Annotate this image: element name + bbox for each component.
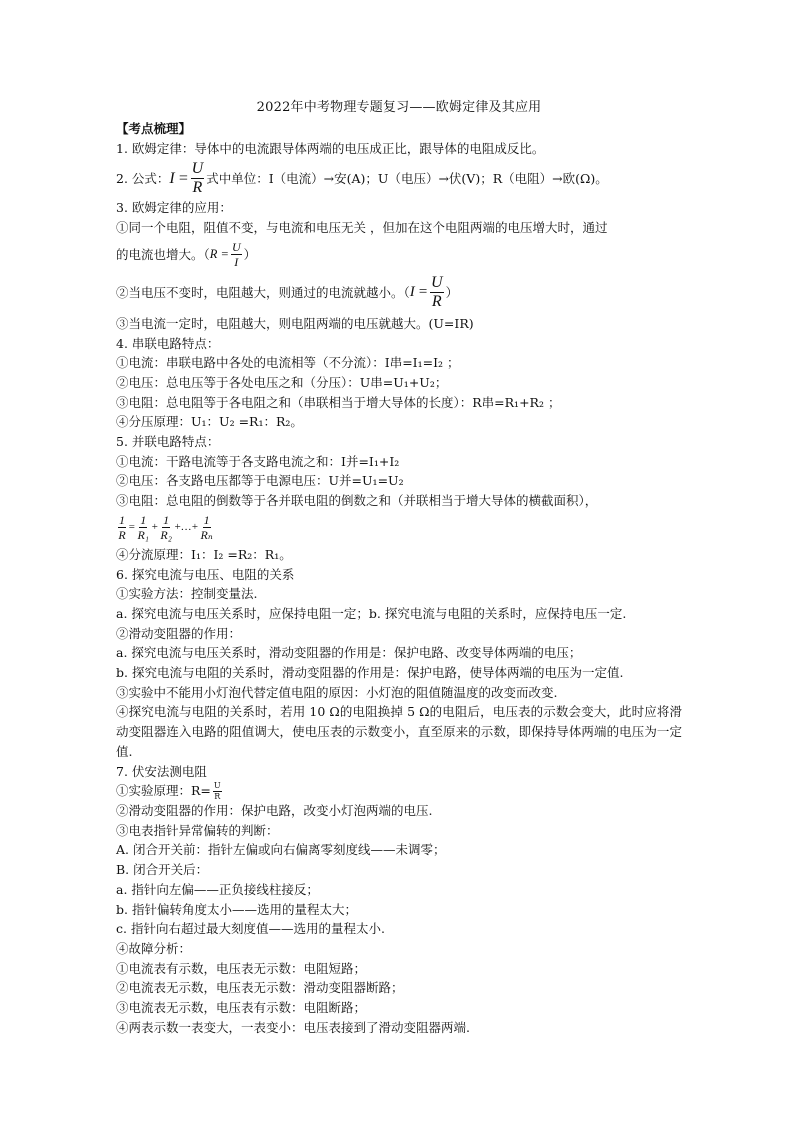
formula-line: ②当电压不变时，电阻越大，则通过的电流就越小。（ I = $\frac{U}{R}$ ）	[116, 274, 459, 311]
text-line: ②滑动变阻器的作用：	[116, 625, 242, 641]
page-title: 2022年中考物理专题复习——欧姆定律及其应用	[256, 100, 542, 115]
text-line: ③电阻：总电阻等于各电阻之和（串联相当于增大导体的长度）：R串=R₁+R₂ ；	[116, 394, 561, 410]
formula-line: ①实验原理：R= $\frac{U}{R}$	[116, 780, 221, 801]
text-line: 5. 并联电路特点：	[116, 434, 220, 450]
text-line: ③实验中不能用小灯泡代替定值电阻的原因：小灯泡的阻值随温度的改变而改变.	[116, 684, 558, 700]
text-line: a. 指针向左偏——正负接线柱接反；	[116, 881, 319, 897]
formula-line: 2. 公式： I = $\frac{U}{R}$ 式中单位：I（电流）→安(A)；U（电压）→伏(V)；R（电阻）→欧(Ω)。	[116, 159, 608, 196]
text-line: ③当电流一定时，电阻越大，则电阻两端的电压就越大。(U=IR)	[116, 315, 474, 331]
text-line: ②电压：总电压等于各处电压之和（分压）：U串=U₁+U₂；	[116, 374, 448, 390]
formula-line: 的电流也增大。（ R = $\frac{U}{I}$ ）	[116, 240, 257, 270]
text-line: ①电流：串联电路中各处的电流相等（不分流）：I串=I₁=I₂ ；	[116, 355, 460, 371]
text-line: a. 探究电流与电压关系时，应保持电阻一定；b. 探究电流与电阻的关系时，应保持电压一定.	[116, 605, 627, 621]
text-line: ②电压：各支路电压都等于电源电压：U并=U₁=U₂	[116, 473, 404, 489]
text-line: ④分流原理：I₁：I₂ =R₂：R₁。	[116, 546, 292, 562]
text-line: c. 指针向右超过最大刻度值——选用的量程太小.	[116, 921, 385, 937]
text-line: ④故障分析：	[116, 940, 192, 956]
text-line: ③电流表无示数，电压表有示数：电阻断路；	[116, 1000, 367, 1016]
text-line: 1. 欧姆定律：导体中的电流跟导体两端的电压成正比，跟导体的电阻成反比。	[116, 140, 545, 156]
text-line: ①电流表有示数，电压表无示数：电阻短路；	[116, 960, 367, 976]
text-line: ②电流表无示数，电压表无示数：滑动变阻器断路；	[116, 980, 404, 996]
ohm-formula: I = $\frac{U}{R}$	[169, 159, 204, 196]
text-line: 7. 伏安法测电阻	[116, 763, 207, 779]
text-line: ②滑动变阻器的作用：保护电路，改变小灯泡两端的电压.	[116, 802, 433, 818]
text-line: ④两表示数一表变大，一表变小：电压表接到了滑动变阻器两端.	[116, 1019, 470, 1035]
text-line: ①同一个电阻，阻值不变，与电流和电压无关 ，但加在这个电阻两端的电压增大时，通过	[116, 220, 608, 236]
text-line: 3. 欧姆定律的应用：	[116, 200, 232, 216]
parallel-resistance-formula: $\frac{1}{R}$ = $\frac{1}{\text{R₁}}$ + $\frac{1}{\text{R₂}}$ +…+ $\frac{1}{\text{Rₙ}}$	[118, 513, 213, 543]
text-line: ④探究电流与电阻的关系时，若用 10 Ω的电阻换掉 5 Ω的电阻后，电压表的示数会变大，此时应将滑动变阻器连入电路的阻值调大，使电压表的示数变小，直至原来的示数，即保持导体两端的电压为一定值.	[116, 704, 682, 759]
text-line: b. 探究电流与电阻的关系时，滑动变阻器的作用是：保护电路，使导体两端的电压为一定值.	[116, 665, 624, 681]
text-line: ③电阻：总电阻的倒数等于各并联电阻的倒数之和（并联相当于增大导体的横截面积），	[116, 493, 598, 509]
text-line: b. 指针偏转角度太小——选用的量程太大；	[116, 901, 357, 917]
text-line: a. 探究电流与电压关系时，滑动变阻器的作用是：保护电路、改变导体两端的电压；	[116, 645, 582, 661]
text-line: B. 闭合开关后：	[116, 862, 209, 878]
text-line: 4. 串联电路特点：	[116, 335, 220, 351]
text-line: ③电表指针异常偏转的判断：	[116, 822, 279, 838]
text-line: ①电流：干路电流等于各支路电流之和：I并=I₁+I₂	[116, 453, 400, 469]
document-page	[116, 96, 682, 1037]
text-line: ①实验方法：控制变量法.	[116, 586, 258, 602]
text-line: A. 闭合开关前：指针左偏或向右偏离零刻度线——未调零；	[116, 842, 446, 858]
text-line: 6. 探究电流与电压、电阻的关系	[116, 566, 295, 582]
text-line: ④分压原理：U₁：U₂ =R₁：R₂。	[116, 414, 303, 430]
section-heading: 【考点梳理】	[116, 121, 192, 136]
